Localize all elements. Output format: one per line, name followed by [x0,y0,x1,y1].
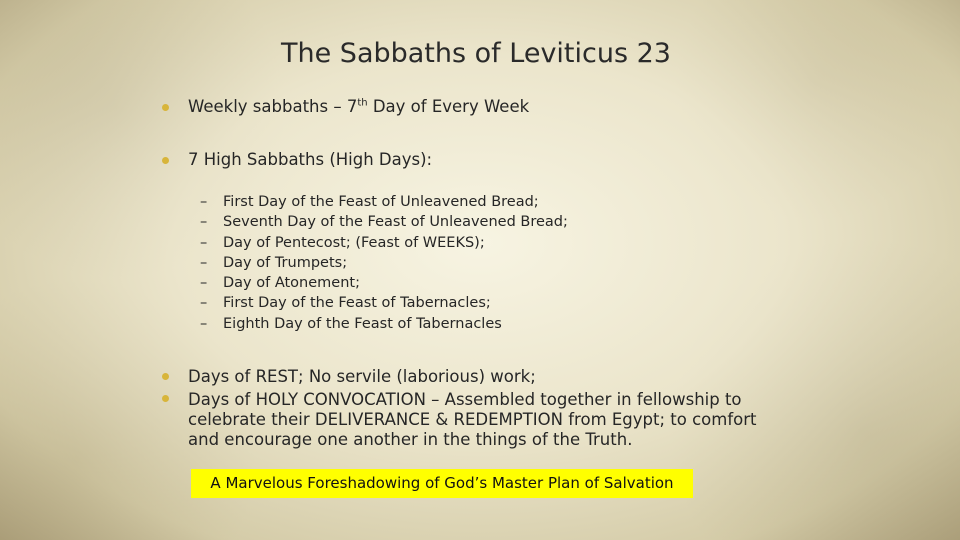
bullet-dot-icon [162,104,169,111]
highlighted-caption: A Marvelous Foreshadowing of God’s Master Plan of Salvation [191,469,693,498]
bullet-rest-text: Days of REST; No servile (laborious) work; [188,367,536,386]
weekly-text-superscript: th [357,97,368,109]
dash-icon: – [200,254,208,271]
high-day-item [200,233,568,253]
slide-title-text: The Sabbaths of Leviticus 23 [281,38,671,69]
high-day-text: First Day of the Feast of Tabernacles; [223,295,491,312]
dash-icon: – [200,295,208,312]
bullet-holy-convocation [162,390,772,450]
high-day-text: Day of Pentecost; (Feast of WEEKS); [223,234,485,251]
bullet-days-of-rest [162,367,536,386]
high-day-text: Day of Trumpets; [223,254,348,271]
high-day-item [200,212,568,232]
bullet-weekly-text [188,97,529,116]
high-day-item [200,293,568,313]
weekly-text-main: Weekly sabbaths – 7 [188,97,358,116]
dash-icon: – [200,234,208,251]
dash-icon: – [200,194,208,210]
dash-icon: – [200,315,208,332]
bullet-high-sabbaths [162,150,432,169]
weekly-text-rest: Day of Every Week [367,97,530,116]
bullet-dot-icon [162,395,169,402]
high-day-item [200,192,568,212]
high-day-item [200,314,568,334]
bullet-dot-icon [162,157,169,164]
dash-icon: – [200,275,208,292]
bullet-convocation-text: Days of HOLY CONVOCATION – Assembled together in fellowship to celebrate their DELIVERANCE & REDEMPTION from Egypt; to comfort and encourage one another in the things of the Truth. [188,390,757,449]
slide-title [0,38,960,69]
high-day-item [200,273,568,293]
bullet-dot-icon [162,373,169,380]
high-day-item [200,253,568,273]
bullet-high-text: 7 High Sabbaths (High Days): [188,150,433,169]
high-day-text: Eighth Day of the Feast of Tabernacles [223,315,502,332]
bullet-weekly-sabbaths [162,97,529,116]
high-day-text: Day of Atonement; [223,275,360,292]
high-day-text: Seventh Day of the Feast of Unleavened Bread; [223,214,568,231]
dash-icon: – [200,214,208,231]
high-days-list [200,192,568,334]
high-day-text: First Day of the Feast of Unleavened Bread; [223,194,539,210]
